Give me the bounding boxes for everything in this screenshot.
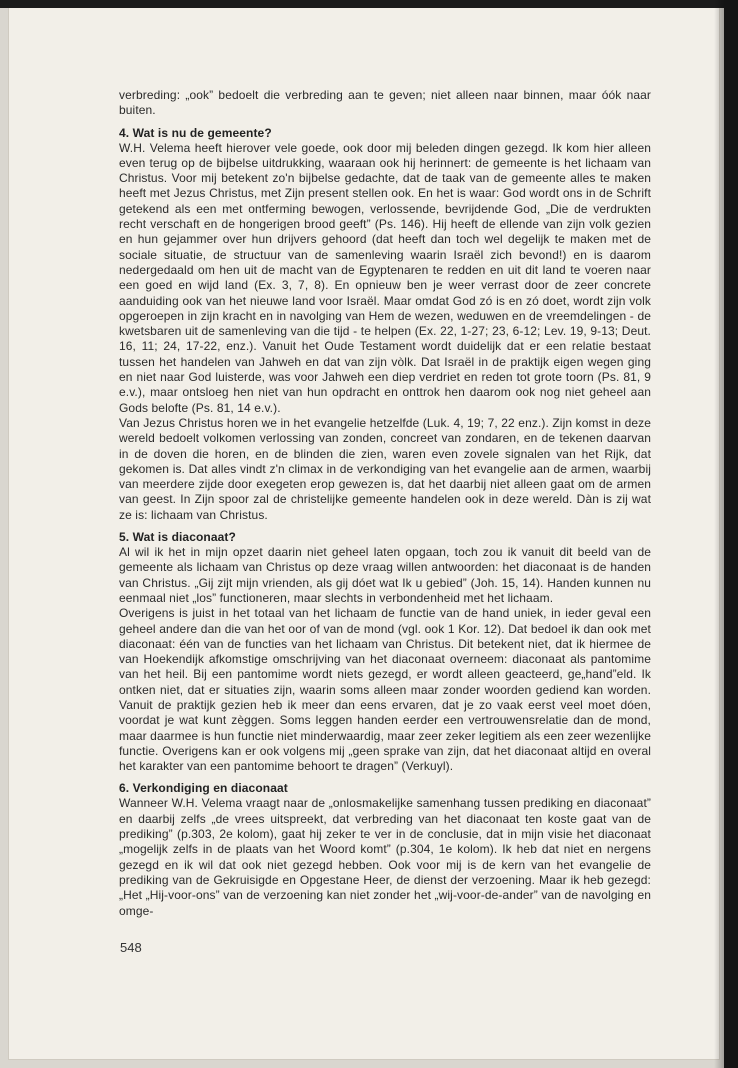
section-heading-5: 5. Wat is diaconaat? (119, 530, 236, 545)
intro-paragraph: verbreding: „ook” bedoelt die verbreding aan te geven; niet alleen naar binnen, maar óók naar buiten. (119, 88, 651, 118)
section-5-paragraph-2: Overigens is juist in het totaal van het lichaam de functie van de hand uniek, in ieder geval een geheel andere dan die van het oor of van de mond (vgl. ook 1 Kor. 12). Dat bedoel ik dan ook met diaconaat: één van de functies van het lichaam van Christus. Dit betekent niet, dat ik hiermee de van Hoekendijk afkomstige omschrijving van het diaconaat overneem: diaconaat als pantomime van het heil. Bij een pantomime wordt niets gezegd, er wordt alleen geacteerd, ge„hand”eld. Ik ontken niet, dat er situaties zijn, waarin soms alleen maar zonder woorden gediend kan worden. Vanuit de praktijk gezien heb ik meer dan eens ervaren, dat je zo vaak eerst veel moet dóen, voordat je wat kunt zèggen. Soms leggen handen eerder een vertrouwensrelatie dan de mond, maar daarmee is hun functie niet minderwaardig, maar zeer zeker legitiem als een zeer wezenlijke functie. Overigens kan er ook volgens mij „geen sprake van zijn, dat het diaconaat altijd en overal het karakter van een pantomime behoort te dragen” (Verkuyl). (119, 606, 651, 774)
section-heading-6: 6. Verkondiging en diaconaat (119, 781, 288, 796)
page-number: 548 (120, 940, 142, 955)
section-4-paragraph-1: W.H. Velema heeft hierover vele goede, ook door mij beleden dingen gezegd. Ik kom hier alleen even terug op de bijbelse uitdrukking, waaraan ook hij herinnert: de gemeente is het lichaam van Christus. Voor mij betekent zo'n bijbelse gedachte, dat de taak van de gemeente alles te maken heeft met Jezus Christus, met Zijn present stellen ook. En het is waar: God wordt ons in de Schrift getekend als een met ontferming bewogen, verlossende, bevrijdende God, „Die de verdrukten recht verschaft en de hongerigen brood geeft” (Ps. 146). Hij heeft de ellende van zijn volk gezien en hun gejammer over hun drijvers gehoord (dat heeft dan toch wel degelijk te maken met de sociale situatie, de structuur van de samenleving waarin Israël zich bevond!) en is daarom nedergedaald om hen uit de macht van de Egyptenaren te redden en uit dit land te voeren naar een goed en wijd land (Ex. 3, 7, 8). En opnieuw ben je weer verrast door de zeer concrete aanduiding ook van het nieuwe land voor Israël. Maar omdat God zó is en zó doet, wordt zijn volk opgeroepen in zijn kracht en in navolging van Hem de wezen, weduwen en de vreemdelingen - de kwetsbaren uit de samenleving van die tijd - te helpen (Ex. 22, 1-27; 23, 6-12; Lev. 19, 9-13; Deut. 16, 11; 24, 17-22, enz.). Vanuit het Oude Testament wordt duidelijk dat er een relatie bestaat tussen het handelen van Jahweh en dat van zijn vòlk. Dat Israël in de praktijk eigen wegen ging en niet naar God luisterde, was voor Jahweh een diep verdriet en reden tot grote toorn (Ps. 81, 9 e.v.), maar ontsloeg hen niet van hun opdracht en onttrok hen daarom ook nog niet geheel aan Gods belofte (Ps. 81, 14 e.v.). (119, 140, 651, 415)
section-5-paragraph-1: Al wil ik het in mijn opzet daarin niet geheel laten opgaan, toch zou ik vanuit dit beeld van de gemeente als lichaam van Christus op deze vraag willen antwoorden: het diaconaat is de handen van Christus. „Gij zijt mijn vrienden, als gij dóet wat Ik u gebied” (Joh. 15, 14). Handen kunnen nu eenmaal niet „los” functioneren, maar slechts in verbondenheid met het lichaam. (119, 545, 651, 605)
section-heading-4: 4. Wat is nu de gemeente? (119, 125, 272, 140)
scan-right-edge (724, 0, 738, 1068)
section-4-paragraph-2: Van Jezus Christus horen we in het evangelie hetzelfde (Luk. 4, 19; 7, 22 enz.). Zijn komst in deze wereld bedoelt volkomen verlossing van zonden, concreet van zondaren, en de tekenen daarvan in de doven die horen, en de blinden die zien, waren even zovele signalen van het Rijk, dat gekomen is. Dat alles vindt z'n climax in de verkondiging van het evangelie aan de armen, waarbij van meerdere zijde door exegeten erop gewezen is, dat het daarbij niet alleen gaat om de armen van geest. In Zijn spoor zal de christelijke gemeente handelen ook in deze wereld. Dàn is zij wat ze is: lichaam van Christus. (119, 415, 651, 522)
scan-top-edge (0, 0, 738, 8)
book-page (8, 6, 720, 1060)
section-6-paragraph-1: Wanneer W.H. Velema vraagt naar de „onlosmakelijke samenhang tussen prediking en diaconaat” en daarbij zelfs „de vrees uitspreekt, dat verbreding van het diaconaat ten koste gaat van de prediking” (p.303, 2e kolom), gaat hij zeker te ver in de conclusie, dat in mijn visie het diaconaat „mogelijk zelfs in de plaats van het Woord komt” (p.304, 1e kolom). Ik heb dat niet en nergens gezegd en ik wil dat ook niet gezegd hebben. Ook voor mij is de kern van het evangelie de prediking van de Gekruisigde en Opgestane Heer, de dienst der verzoening. Maar ik heb gezegd: „Het „Hij-voor-ons” van de verzoening kan niet zonder het „wij-voor-de-ander” van de navolging en omge- (119, 796, 651, 918)
page-content (119, 88, 651, 919)
